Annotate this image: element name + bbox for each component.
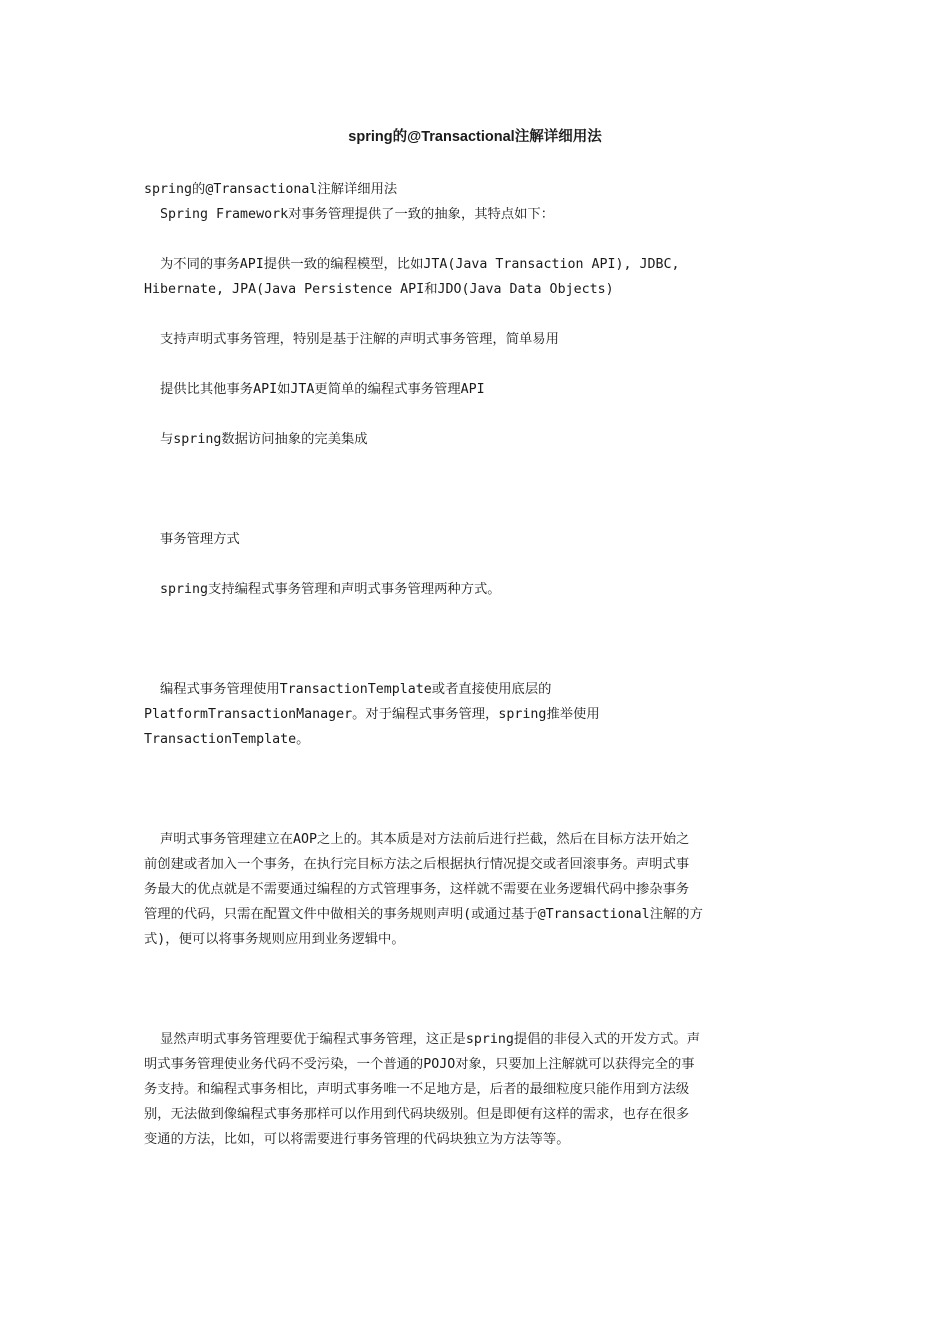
spacer: [144, 952, 806, 1027]
spacer: [144, 552, 806, 577]
spacer: [144, 752, 806, 827]
programmatic-line-2: PlatformTransactionManager。对于编程式事务管理，spring推举使用: [144, 707, 600, 722]
spacer: [144, 452, 806, 527]
feature-1-line-2: Hibernate, JPA(Java Persistence API和JDO(Java Data Objects): [144, 282, 614, 297]
document-title: spring的@Transactional注解详细用法: [348, 129, 602, 145]
section-heading: 事务管理方式: [160, 532, 240, 547]
comparison-line-5: 变通的方法，比如，可以将需要进行事务管理的代码块独立为方法等等。: [144, 1132, 570, 1147]
programmatic-line-3: TransactionTemplate。: [144, 732, 310, 747]
spacer: [144, 402, 806, 427]
feature-1-line-1: 为不同的事务API提供一致的编程模型，比如JTA(Java Transaction API), JDBC,: [160, 257, 680, 272]
declarative-line-5: 式)，便可以将事务规则应用到业务逻辑中。: [144, 932, 405, 947]
comparison-line-3: 务支持。和编程式事务相比，声明式事务唯一不足地方是，后者的最细粒度只能作用到方法级: [144, 1082, 690, 1097]
feature-3: 提供比其他事务API如JTA更简单的编程式事务管理API: [160, 382, 485, 397]
heading-line: spring的@Transactional注解详细用法: [144, 182, 398, 197]
feature-4: 与spring数据访问抽象的完美集成: [160, 432, 368, 447]
declarative-line-4: 管理的代码，只需在配置文件中做相关的事务规则声明(或通过基于@Transactional注解的方: [144, 907, 703, 922]
feature-2: 支持声明式事务管理，特别是基于注解的声明式事务管理，简单易用: [160, 332, 559, 347]
section-intro: spring支持编程式事务管理和声明式事务管理两种方式。: [160, 582, 501, 597]
declarative-line-2: 前创建或者加入一个事务，在执行完目标方法之后根据执行情况提交或者回滚事务。声明式事: [144, 857, 690, 872]
spacer: [144, 602, 806, 677]
spacer: [144, 227, 806, 252]
spacer: [144, 302, 806, 327]
comparison-line-4: 别，无法做到像编程式事务那样可以作用到代码块级别。但是即便有这样的需求，也存在很多: [144, 1107, 690, 1122]
comparison-line-1: 显然声明式事务管理要优于编程式事务管理，这正是spring提倡的非侵入式的开发方式。声: [160, 1032, 701, 1047]
declarative-line-1: 声明式事务管理建立在AOP之上的。其本质是对方法前后进行拦截，然后在目标方法开始之: [160, 832, 690, 847]
spacer: [144, 352, 806, 377]
declarative-line-3: 务最大的优点就是不需要通过编程的方式管理事务，这样就不需要在业务逻辑代码中掺杂事务: [144, 882, 690, 897]
intro-paragraph: Spring Framework对事务管理提供了一致的抽象，其特点如下：: [160, 207, 555, 222]
document-body: [144, 177, 806, 1152]
programmatic-line-1: 编程式事务管理使用TransactionTemplate或者直接使用底层的: [160, 682, 552, 697]
comparison-line-2: 明式事务管理使业务代码不受污染，一个普通的POJO对象，只要加上注解就可以获得完全的事: [144, 1057, 695, 1072]
